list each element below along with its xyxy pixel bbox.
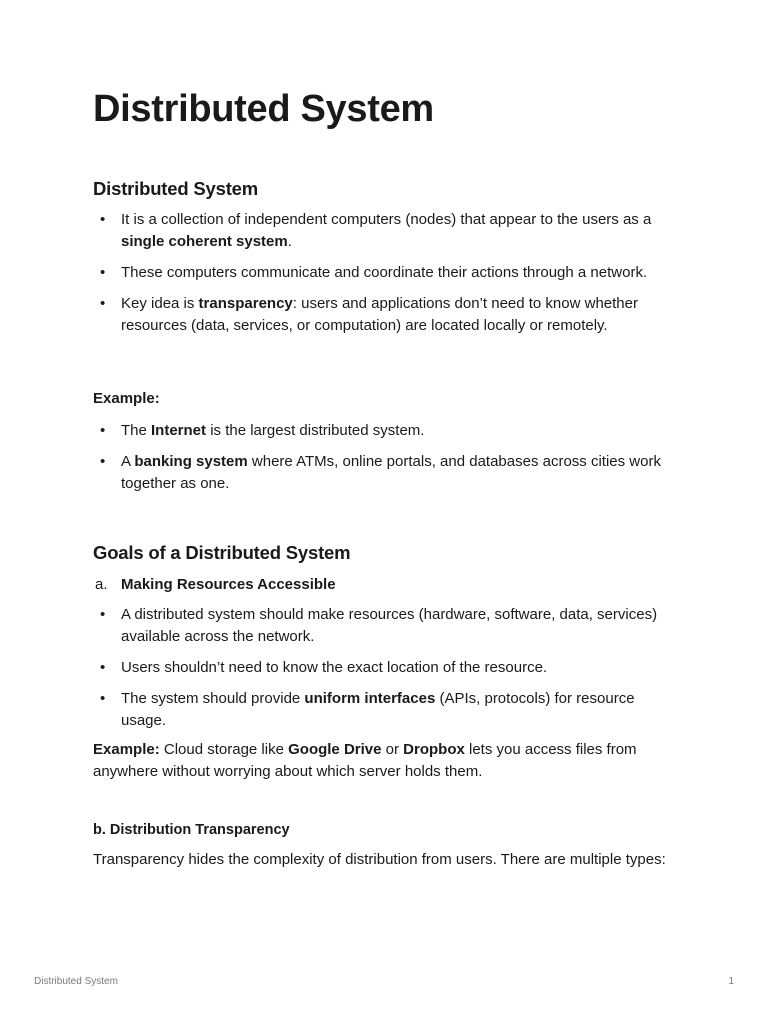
bullet-icon: • (100, 690, 106, 707)
item-text-end: . (287, 233, 292, 250)
item-text-end: is the largest distributed system. (206, 422, 425, 439)
item-text: A distributed system should make resources (hardware, software, data, services) available across the network. (121, 606, 658, 645)
list-marker: a. (95, 576, 108, 593)
bullet-icon: • (100, 453, 106, 470)
google-drive-text: Google Drive (288, 741, 382, 758)
bullet-icon: • (100, 659, 106, 676)
list-item (93, 574, 678, 596)
item-bold: single coherent system (121, 233, 288, 250)
item-text-end: : users and applications don’t need to know whether resources (data, services, or computation) are located locally or remotely. (121, 295, 638, 334)
definition-list (93, 209, 678, 346)
item-text: A (121, 453, 135, 470)
bullet-icon: • (100, 264, 106, 281)
item-text: Users shouldn’t need to know the exact location of the resource. (121, 659, 548, 676)
item-bold: transparency (198, 295, 293, 312)
item-bold: banking system (134, 453, 248, 470)
item-text-end: (APIs, protocols) for resource usage. (121, 690, 635, 729)
example-label: Example: (93, 390, 160, 407)
footer-document-name: Distributed System (34, 976, 118, 987)
subsection-title-transparency: b. Distribution Transparency (93, 822, 290, 838)
bullet-icon: • (100, 606, 106, 623)
list-item (93, 420, 678, 442)
list-item (93, 657, 678, 679)
section-heading-goals: Goals of a Distributed System (93, 542, 351, 563)
footer-page-number: 1 (728, 976, 734, 987)
list-item (93, 688, 678, 732)
item-text: These computers communicate and coordinate their actions through a network. (121, 264, 648, 281)
goal-a-list (93, 574, 678, 605)
bullet-icon: • (100, 211, 106, 228)
goal-a-bullets (93, 604, 678, 741)
section-heading-distributed-system: Distributed System (93, 178, 258, 199)
item-text-end: where ATMs, online portals, and databases across cities work together as one. (121, 453, 661, 492)
item-text: It is a collection of independent computers (nodes) that appear to the users as a (121, 211, 652, 228)
example-label: Example: (93, 741, 160, 758)
list-item (93, 293, 678, 337)
list-item (93, 209, 678, 253)
dropbox-text: Dropbox (403, 741, 465, 758)
list-item (93, 262, 678, 284)
bullet-icon: • (100, 295, 106, 312)
list-item (93, 451, 678, 495)
item-text: The system should provide (121, 690, 305, 707)
transparency-paragraph: Transparency hides the complexity of distribution from users. There are multiple types: (93, 851, 666, 868)
item-bold: Internet (151, 422, 207, 439)
item-text: The (121, 422, 152, 439)
item-bold: uniform interfaces (304, 690, 436, 707)
bullet-icon: • (100, 422, 106, 439)
item-text: Key idea is (121, 295, 199, 312)
list-item (93, 604, 678, 648)
example-paragraph: Example: Cloud storage like Google Drive or Dropbox lets you access files from anywhere without worrying about which server holds them. (93, 741, 637, 780)
document-title: Distributed System (93, 88, 434, 130)
subsection-title: Making Resources Accessible (121, 576, 336, 593)
example-list (93, 420, 678, 504)
